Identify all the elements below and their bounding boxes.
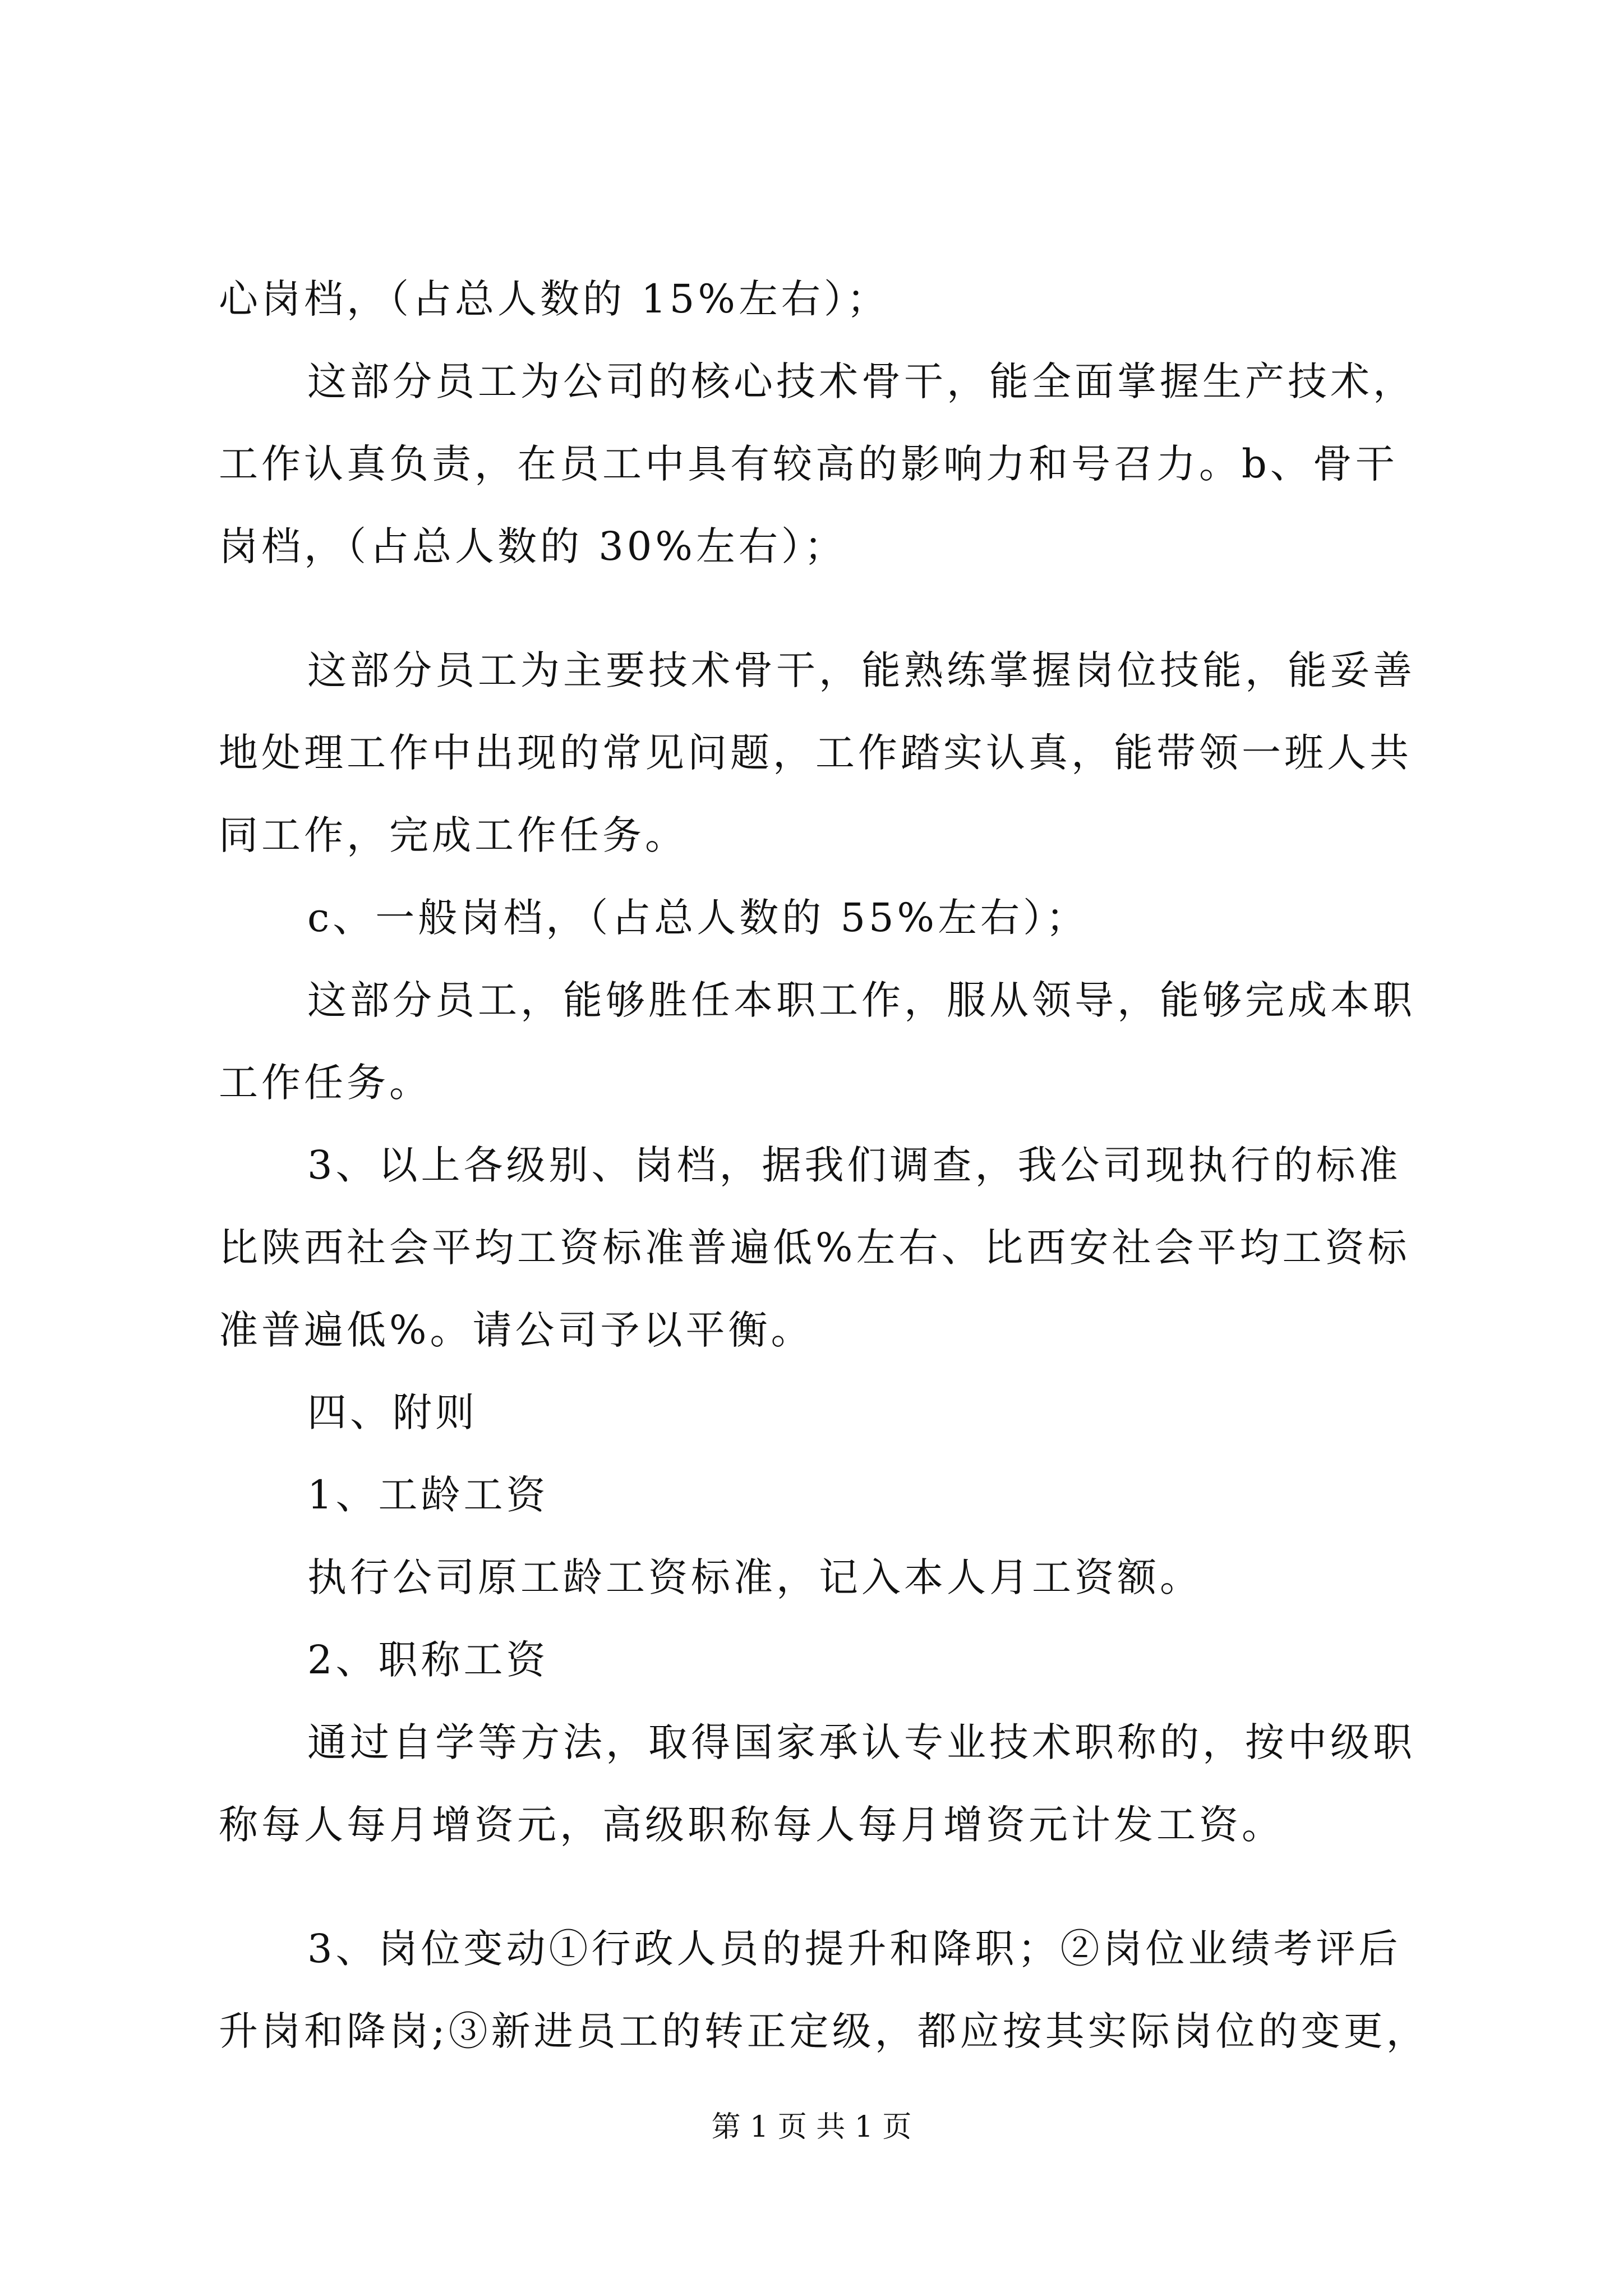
text-line: 这部分员工为主要技术骨干，能熟练掌握岗位技能，能妥善 xyxy=(307,647,1415,693)
text-line: 这部分员工，能够胜任本职工作，服从领导，能够完成本职 xyxy=(307,977,1415,1023)
text-line: 地处理工作中出现的常见问题，工作踏实认真，能带领一班人共 xyxy=(219,730,1412,776)
text-line: 岗档，（占总人数的 30%左右）； xyxy=(219,523,847,569)
text-line: 2、职称工资 xyxy=(307,1637,549,1683)
text-line: 3、岗位变动①行政人员的提升和降职；②岗位业绩考评后 xyxy=(307,1926,1401,1972)
text-line: 称每人每月增资元，高级职称每人每月增资元计发工资。 xyxy=(219,1802,1284,1848)
text-line: 工作认真负责，在员工中具有较高的影响力和号召力。b、骨干 xyxy=(219,441,1398,487)
text-line: 这部分员工为公司的核心技术骨干，能全面掌握生产技术， xyxy=(307,358,1415,404)
text-line: 准普遍低%。请公司予以平衡。 xyxy=(219,1307,814,1353)
page-footer: 第 1 页 共 1 页 xyxy=(711,2110,912,2144)
section-heading: 四、附则 xyxy=(307,1389,478,1435)
text-line: 3、以上各级别、岗档，据我们调查，我公司现执行的标准 xyxy=(307,1142,1401,1188)
text-line: 比陕西社会平均工资标准普遍低%左右、比西安社会平均工资标 xyxy=(219,1225,1410,1271)
text-line: 1、工龄工资 xyxy=(307,1472,549,1518)
text-line: 同工作，完成工作任务。 xyxy=(219,812,688,858)
text-line: c、一般岗档，（占总人数的 55%左右）； xyxy=(307,895,1089,941)
text-line: 升岗和降岗;③新进员工的转正定级，都应按其实际岗位的变更， xyxy=(219,2008,1429,2054)
text-line: 工作任务。 xyxy=(219,1060,432,1106)
text-line: 通过自学等方法，取得国家承认专业技术职称的，按中级职 xyxy=(307,1719,1415,1765)
text-line: 心岗档，（占总人数的 15%左右）； xyxy=(219,276,889,322)
text-line: 执行公司原工龄工资标准，记入本人月工资额。 xyxy=(307,1554,1202,1600)
